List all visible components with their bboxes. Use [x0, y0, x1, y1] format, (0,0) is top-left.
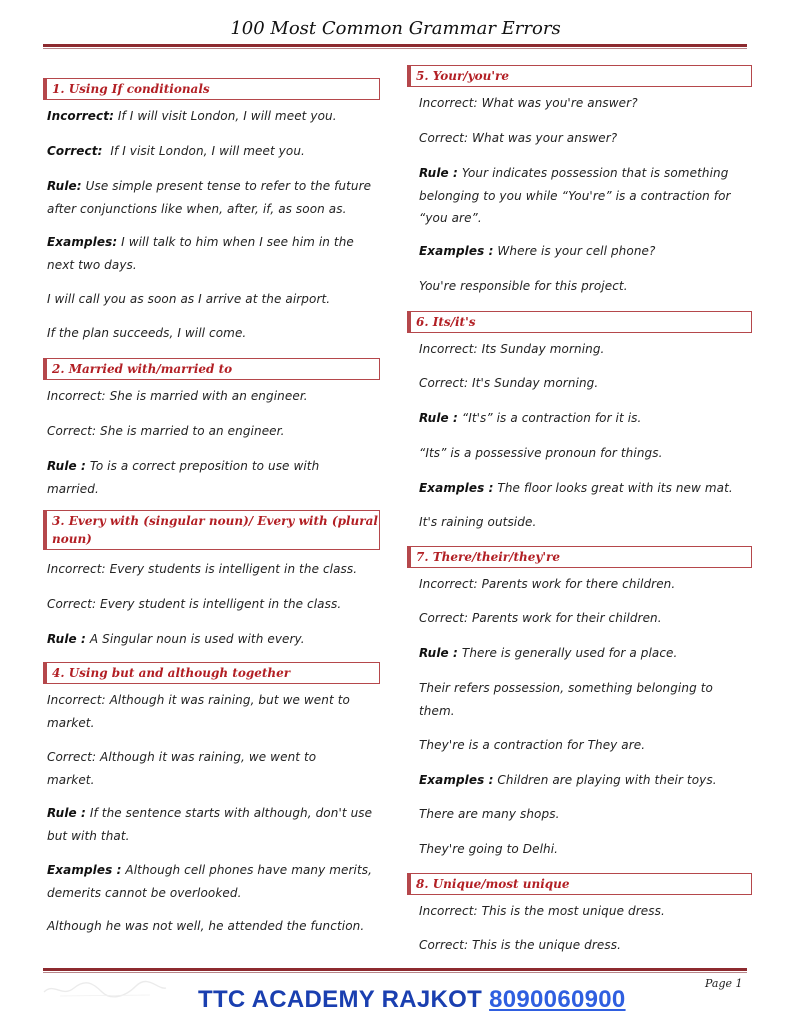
header-rule-thin	[43, 48, 747, 49]
brand-name: TTC ACADEMY RAJKOT	[198, 986, 483, 1013]
phone-link[interactable]: 8090060900	[489, 986, 626, 1013]
para-example-1c: If the plan succeeds, I will come.	[47, 326, 247, 340]
section-heading-6: 6. Its/it's	[407, 311, 752, 333]
para-correct-5: Correct: What was your answer?	[419, 131, 618, 145]
para-incorrect-6: Incorrect: Its Sunday morning.	[419, 342, 605, 356]
document-title: 100 Most Common Grammar Errors	[230, 18, 561, 39]
para-incorrect-8: Incorrect: This is the most unique dress.	[419, 904, 665, 918]
para-example-6b: It's raining outside.	[419, 515, 537, 529]
para-correct-4: Correct: Although it was raining, we went to market.	[47, 750, 317, 787]
para-rule-6b: “Its” is a possessive pronoun for things.	[419, 446, 663, 460]
section-heading-2: 2. Married with/married to	[43, 358, 380, 380]
para-rule-1: Rule: Use simple present tense to refer to the future after conjunctions like when, after, if, as soon as.	[47, 179, 372, 216]
watermark-signature-icon	[40, 978, 170, 1000]
para-incorrect-3: Incorrect: Every students is intelligent in the class.	[47, 562, 358, 576]
para-correct-2: Correct: She is married to an engineer.	[47, 424, 285, 438]
footer-brand	[198, 986, 626, 1014]
para-example-5b: You're responsible for this project.	[419, 279, 628, 293]
section-heading-5: 5. Your/you're	[407, 65, 752, 87]
para-incorrect-4: Incorrect: Although it was raining, but we went to market.	[47, 693, 350, 730]
para-incorrect-2: Incorrect: She is married with an engineer.	[47, 389, 308, 403]
para-incorrect-5: Incorrect: What was you're answer?	[419, 96, 638, 110]
para-correct-7: Correct: Parents work for their children.	[419, 611, 662, 625]
para-examples-7: Examples : Children are playing with their toys.	[419, 773, 717, 787]
para-rule-4: Rule : If the sentence starts with although, don't use but with that.	[47, 806, 373, 843]
para-incorrect-7: Incorrect: Parents work for there children.	[419, 577, 676, 591]
para-correct-6: Correct: It's Sunday morning.	[419, 376, 599, 390]
para-rule-7: Rule : There is generally used for a place.	[419, 646, 678, 660]
section-heading-1: 1. Using If conditionals	[43, 78, 380, 100]
para-correct-1: Correct: If I visit London, I will meet you.	[47, 144, 305, 158]
para-example-7b: There are many shops.	[419, 807, 560, 821]
para-rule-6: Rule : “It's” is a contraction for it is.	[419, 411, 642, 425]
section-heading-3: 3. Every with (singular noun)/ Every with (plural noun)	[43, 510, 380, 550]
para-rule-3: Rule : A Singular noun is used with every.	[47, 632, 305, 646]
para-examples-6: Examples : The floor looks great with its new mat.	[419, 481, 733, 495]
para-rule-7c: They're is a contraction for They are.	[419, 738, 646, 752]
para-examples-5: Examples : Where is your cell phone?	[419, 244, 656, 258]
para-incorrect-1: Incorrect: If I will visit London, I will meet you.	[47, 109, 337, 123]
section-heading-7: 7. There/their/they're	[407, 546, 752, 568]
section-heading-4: 4. Using but and although together	[43, 662, 380, 684]
footer-rule	[43, 968, 747, 971]
page-number: Page 1	[705, 977, 743, 990]
para-correct-8: Correct: This is the unique dress.	[419, 938, 621, 952]
para-examples-4: Examples : Although cell phones have many merits, demerits cannot be overlooked.	[47, 863, 373, 900]
para-correct-3: Correct: Every student is intelligent in the class.	[47, 597, 342, 611]
para-example-1b: I will call you as soon as I arrive at the airport.	[47, 292, 331, 306]
header-rule	[43, 44, 747, 47]
para-rule-5: Rule : Your indicates possession that is something belonging to you while “You're” is a contraction for “you are”.	[419, 166, 731, 225]
footer-rule-thin	[43, 972, 747, 973]
para-examples-1: Examples: I will talk to him when I see him in the next two days.	[47, 235, 354, 272]
section-heading-8: 8. Unique/most unique	[407, 873, 752, 895]
para-rule-7b: Their refers possession, something belonging to them.	[419, 681, 713, 718]
para-example-4b: Although he was not well, he attended the function.	[47, 919, 365, 933]
para-rule-2: Rule : To is a correct preposition to use with married.	[47, 459, 320, 496]
para-example-7c: They're going to Delhi.	[419, 842, 559, 856]
